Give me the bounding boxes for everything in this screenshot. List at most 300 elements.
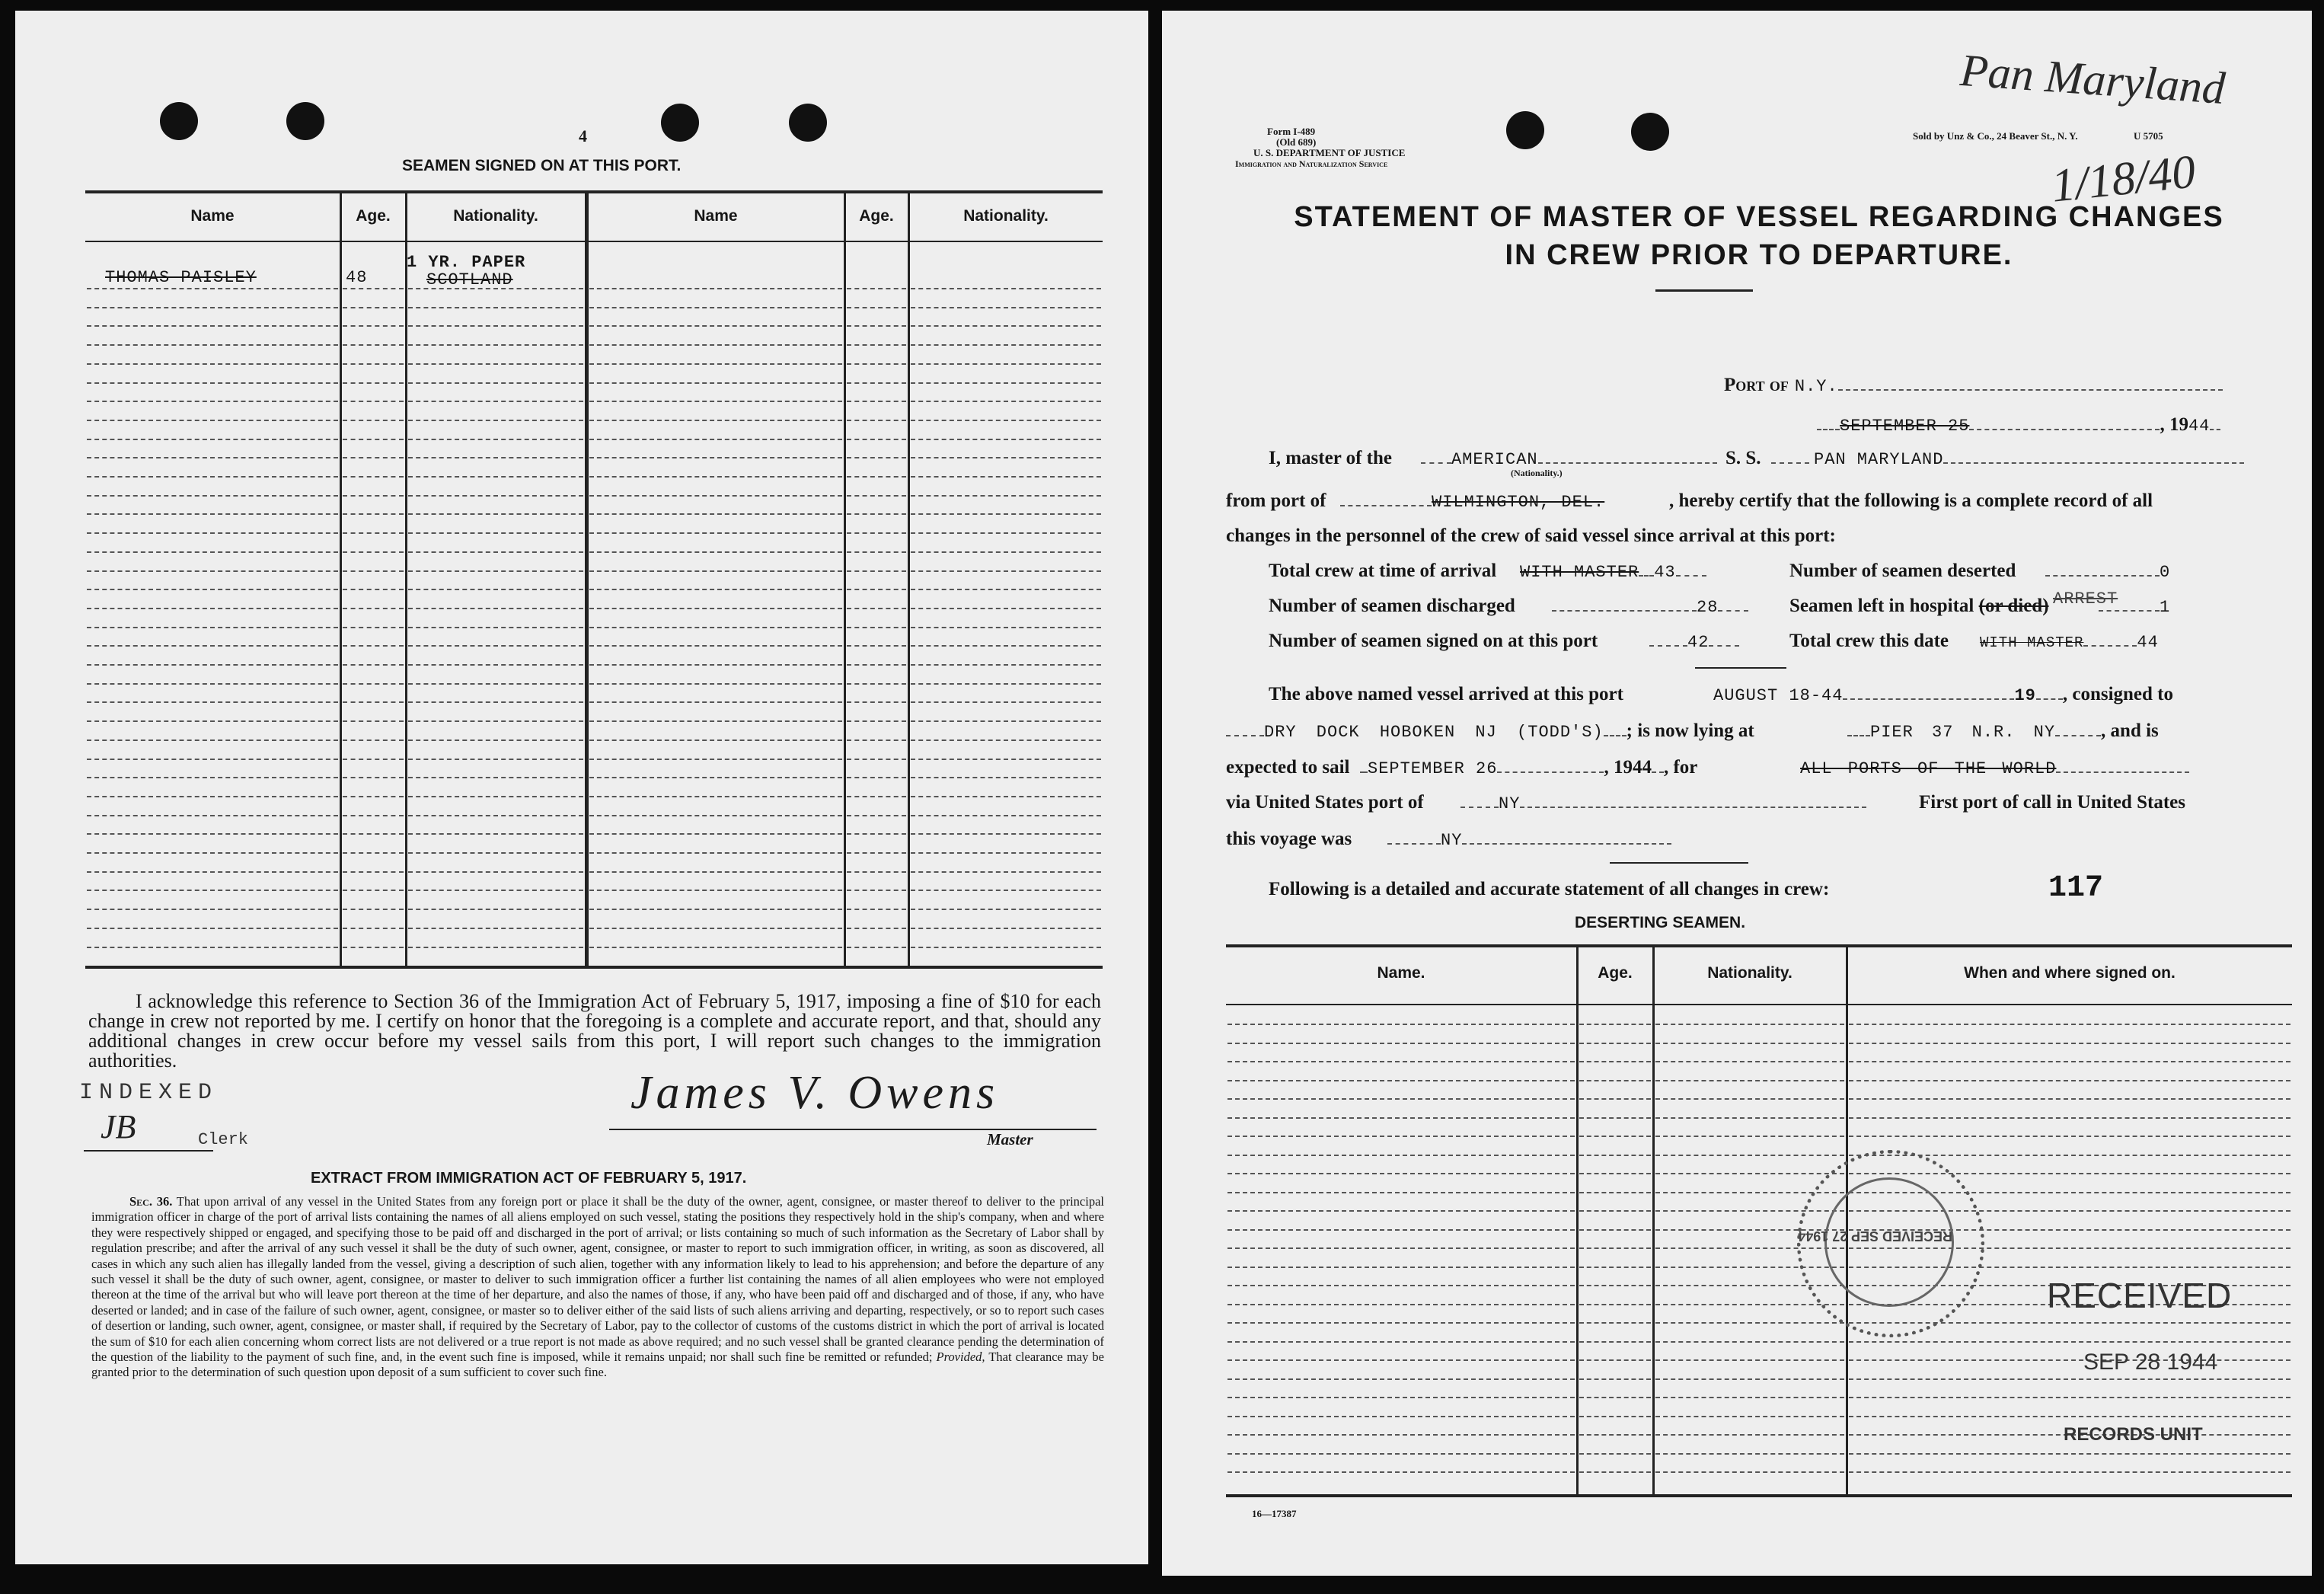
year-prefix: , 19 [2160, 414, 2188, 435]
row-rule [589, 307, 842, 308]
row-rule [1579, 1322, 1651, 1324]
voyage-value: NY [1441, 831, 1463, 850]
signed-on-field [1649, 631, 1739, 652]
punch-hole [1506, 111, 1544, 149]
row-rule [1655, 1341, 1844, 1343]
row-rule [589, 890, 842, 891]
seaman-age: 48 [346, 268, 368, 287]
row-rule [911, 720, 1101, 722]
total-crew-date-value: 44 [2137, 633, 2159, 652]
row-rule [589, 701, 842, 703]
deserting-header-nationality: Nationality. [1707, 964, 1792, 982]
destination-field [1800, 757, 2189, 778]
row-rule [1227, 1229, 1575, 1231]
row-rule [847, 439, 906, 440]
row-rule [87, 740, 338, 741]
row-rule [847, 871, 906, 873]
fill-line [2210, 428, 2220, 430]
row-rule [408, 589, 583, 590]
row-rule [343, 683, 404, 685]
row-rule [847, 608, 906, 609]
row-rule [589, 833, 842, 835]
row-rule [589, 589, 842, 590]
fill-line [1360, 771, 1368, 773]
row-rule [343, 890, 404, 891]
section-title: SEAMEN SIGNED ON AT THIS PORT. [402, 157, 682, 174]
row-rule [408, 439, 583, 440]
fill-line [1969, 428, 2160, 430]
deserting-table-top [1226, 944, 2292, 947]
row-rule [1849, 1471, 2290, 1473]
port-value: N.Y. [1794, 377, 1838, 396]
form-number: Form I-489 [1267, 126, 1316, 137]
row-rule [911, 890, 1101, 891]
row-rule [911, 439, 1101, 440]
row-rule [1227, 1434, 1575, 1436]
row-rule [911, 909, 1101, 910]
row-rule [589, 570, 842, 572]
row-rule [343, 363, 404, 365]
consignee-field [1226, 720, 1754, 742]
row-rule [1579, 1453, 1651, 1455]
row-rule [847, 344, 906, 346]
punch-hole [789, 104, 827, 142]
signed-on-value: 42 [1687, 633, 1709, 652]
row-rule [911, 551, 1101, 553]
row-rule [847, 833, 906, 835]
row-rule [408, 796, 583, 797]
row-rule [847, 363, 906, 365]
row-rule [847, 401, 906, 402]
fill-line [2083, 644, 2137, 647]
form-footer-code: 16—17387 [1252, 1508, 1297, 1519]
punch-hole [661, 104, 699, 142]
row-rule [1227, 1210, 1575, 1212]
row-rule [1579, 1229, 1651, 1231]
row-rule [1579, 1155, 1651, 1156]
right-page [1162, 11, 2312, 1576]
row-rule [1655, 1397, 1844, 1398]
discharged-field [1552, 596, 1748, 617]
changes-text: changes in the personnel of the crew of said vessel since arrival at this port: [1226, 525, 1836, 546]
row-rule [87, 532, 338, 534]
row-rule [343, 325, 404, 327]
fill-line [1552, 609, 1697, 612]
row-rule [1579, 1210, 1651, 1212]
row-rule [343, 645, 404, 647]
row-rule [847, 325, 906, 327]
row-rule [87, 627, 338, 628]
deserted-field [2045, 561, 2170, 582]
row-rule [1849, 1359, 2290, 1361]
arrived-label: The above named vessel arrived at this port [1269, 684, 1623, 704]
row-rule [343, 796, 404, 797]
row-rule [87, 439, 338, 440]
row-rule [408, 852, 583, 854]
row-rule [1227, 1136, 1575, 1137]
row-rule [1227, 1397, 1575, 1398]
row-rule [343, 608, 404, 609]
row-rule [343, 852, 404, 854]
column-header-nationality: Nationality. [453, 207, 538, 225]
row-rule [1579, 1267, 1651, 1268]
fill-line [1460, 806, 1499, 808]
fill-line [1771, 462, 1809, 464]
fill-line [1497, 771, 1604, 773]
year-value: 44 [2188, 417, 2211, 436]
extract-tail: That clearance may be granted prior to the determination of such question upon deposit of a sum sufficient to cover such fine. [91, 1350, 1104, 1380]
row-rule [1579, 1397, 1651, 1398]
row-rule [87, 513, 338, 515]
row-rule [1655, 1043, 1844, 1044]
row-rule [1655, 1453, 1844, 1455]
row-rule [911, 307, 1101, 308]
deserting-table-header-rule [1226, 1004, 2292, 1005]
column-divider [908, 192, 910, 966]
row-rule [1655, 1024, 1844, 1025]
row-rule [589, 852, 842, 854]
column-header-nationality: Nationality. [963, 207, 1049, 225]
row-rule [847, 532, 906, 534]
row-rule [87, 796, 338, 797]
fill-line [1520, 806, 1866, 808]
row-rule [343, 570, 404, 572]
row-rule [87, 589, 338, 590]
row-rule [87, 664, 338, 666]
row-rule [408, 608, 583, 609]
row-rule [847, 890, 906, 891]
row-rule [87, 420, 338, 421]
hospital-field [2099, 596, 2170, 617]
row-rule [408, 683, 583, 685]
row-rule [87, 815, 338, 816]
expected-year: , 1944 [1604, 757, 1652, 778]
row-rule [1579, 1416, 1651, 1417]
row-rule [408, 476, 583, 478]
row-rule [847, 476, 906, 478]
row-rule [589, 928, 842, 929]
fill-line [1538, 462, 1717, 464]
deserted-value: 0 [2160, 563, 2171, 582]
row-rule [1849, 1098, 2290, 1100]
row-rule [87, 608, 338, 609]
row-rule [1227, 1453, 1575, 1455]
section-rule [1610, 862, 1748, 864]
row-rule [1227, 1080, 1575, 1081]
hospital-label-text: Seamen left in hospital [1789, 596, 1974, 616]
lying-label: ; is now lying at [1626, 720, 1754, 741]
row-rule [1579, 1024, 1651, 1025]
fill-line [1604, 734, 1626, 736]
row-rule [847, 928, 906, 929]
row-rule [1227, 1471, 1575, 1473]
row-rule [911, 363, 1101, 365]
row-rule [1655, 1416, 1844, 1417]
destination-value: ALL PORTS OF THE WORLD [1800, 759, 2057, 778]
column-divider [844, 192, 846, 966]
row-rule [87, 928, 338, 929]
row-rule [911, 344, 1101, 346]
extract-provided: Provided, [936, 1350, 985, 1365]
row-rule [1227, 1341, 1575, 1343]
column-header-age: Age. [859, 207, 894, 225]
row-rule [408, 759, 583, 760]
row-rule [847, 307, 906, 308]
row-rule [589, 815, 842, 816]
row-rule [87, 382, 338, 384]
row-rule [589, 683, 842, 685]
fill-line [2045, 574, 2160, 577]
fill-line [2056, 771, 2189, 773]
row-rule [847, 495, 906, 497]
row-rule [1227, 1359, 1575, 1361]
row-rule [1227, 1155, 1575, 1156]
row-rule [408, 363, 583, 365]
row-rule [87, 720, 338, 722]
fill-line [1226, 734, 1264, 736]
arrived-field [1713, 684, 2173, 705]
master-signature: James V. Owens [630, 1067, 1000, 1119]
row-rule [343, 664, 404, 666]
arrived-value: AUGUST 18-44 [1713, 686, 1844, 705]
deserting-header-name: Name. [1377, 964, 1425, 982]
total-crew-arrival-field [1520, 561, 1706, 582]
acknowledgement-text: I acknowledge this reference to Section 36 of the Immigration Act of February 5, 1917, imposing a fine of $10 for each change in crew not reported by me. I certify on honor that the foregoing is a complete and accurate report, and that, should any additional changes in crew occur before my vessel sails from this port, I will report such changes to the immigration authorities. [88, 990, 1101, 1072]
master-label: Master [987, 1130, 1033, 1148]
row-rule [1849, 1043, 2290, 1044]
row-rule [408, 307, 583, 308]
nationality-value: AMERICAN [1451, 450, 1538, 469]
row-rule [408, 890, 583, 891]
fill-line [1340, 504, 1432, 506]
row-rule [1227, 1173, 1575, 1174]
row-rule [343, 759, 404, 760]
row-rule [589, 759, 842, 760]
fill-line [2055, 734, 2101, 736]
total-crew-arrival-label: Total crew at time of arrival [1269, 561, 1497, 581]
hospital-value: 1 [2160, 598, 2171, 617]
row-rule [1227, 1247, 1575, 1249]
row-rule [589, 513, 842, 515]
form-old-number: (Old 689) [1276, 136, 1317, 148]
row-rule [1579, 1080, 1651, 1081]
clerk-label: Clerk [198, 1130, 249, 1149]
received-stamp-date: SEP 28 1944 [2083, 1350, 2218, 1375]
row-rule [1579, 1341, 1651, 1343]
row-rule [87, 401, 338, 402]
row-rule [1579, 1247, 1651, 1249]
row-rule [408, 815, 583, 816]
seaman-nationality: SCOTLAND [426, 270, 513, 289]
table-header-rule [85, 241, 1103, 242]
punch-hole [286, 102, 324, 140]
sold-by: Sold by Unz & Co., 24 Beaver St., N. Y. [1913, 130, 2078, 142]
row-rule [1849, 1080, 2290, 1081]
row-rule [343, 815, 404, 816]
row-rule [589, 664, 842, 666]
via-label: via United States port of [1226, 792, 1424, 813]
punch-hole [1631, 113, 1669, 151]
row-rule [911, 664, 1101, 666]
row-rule [847, 513, 906, 515]
clerk-underline [84, 1150, 213, 1152]
row-rule [343, 947, 404, 948]
row-rule [408, 495, 583, 497]
row-rule [408, 645, 583, 647]
row-rule [589, 720, 842, 722]
nationality-caption: (Nationality.) [1511, 468, 1563, 478]
row-rule [1227, 1322, 1575, 1324]
fill-line [1421, 462, 1451, 464]
row-rule [847, 815, 906, 816]
row-rule [1579, 1043, 1651, 1044]
via-value: NY [1499, 794, 1521, 813]
row-rule [408, 664, 583, 666]
row-rule [1849, 1136, 2290, 1137]
row-rule [87, 457, 338, 458]
row-rule [589, 401, 842, 402]
row-rule [847, 947, 906, 948]
from-port-label: from port of [1226, 490, 1326, 511]
row-rule [1849, 1453, 2290, 1455]
column-header-name: Name [190, 207, 235, 225]
fill-line [1847, 734, 1870, 736]
row-rule [1655, 1136, 1844, 1137]
consigned-label: , consigned to [2062, 684, 2173, 704]
voyage-label: this voyage was [1226, 829, 1352, 849]
row-rule [589, 740, 842, 741]
fill-line [1817, 428, 1840, 430]
total-crew-date-label: Total crew this date [1789, 631, 1949, 651]
row-rule [1227, 1043, 1575, 1044]
row-rule [911, 382, 1101, 384]
row-rule [87, 890, 338, 891]
department: U. S. DEPARTMENT OF JUSTICE [1253, 147, 1406, 158]
row-rule [1849, 1397, 2290, 1398]
nationality-field [1421, 448, 1717, 469]
first-call-label: First port of call in United States [1919, 792, 2185, 813]
signed-on-label: Number of seamen signed on at this port [1269, 631, 1598, 651]
row-rule [87, 325, 338, 327]
total-crew-arrival-note: WITH MASTER [1520, 563, 1639, 582]
row-rule [87, 909, 338, 910]
row-rule [87, 871, 338, 873]
fill-line [1652, 771, 1664, 773]
row-rule [847, 683, 906, 685]
row-rule [589, 551, 842, 553]
form-title-line2: IN CREW PRIOR TO DEPARTURE. [1505, 239, 2013, 271]
row-rule [87, 701, 338, 703]
for-label: , for [1663, 757, 1698, 778]
row-rule [1849, 1341, 2290, 1343]
row-rule [343, 701, 404, 703]
row-rule [847, 796, 906, 797]
row-rule [911, 759, 1101, 760]
port-label: Port of [1724, 375, 1789, 395]
row-rule [911, 928, 1101, 929]
row-rule [911, 627, 1101, 628]
row-rule [408, 909, 583, 910]
row-rule [87, 307, 338, 308]
row-rule [1655, 1098, 1844, 1100]
extract-title: EXTRACT FROM IMMIGRATION ACT OF FEBRUARY 5, 1917. [311, 1170, 747, 1187]
row-rule [1849, 1061, 2290, 1062]
row-rule [408, 928, 583, 929]
date-field [1817, 414, 2220, 436]
row-rule [911, 645, 1101, 647]
row-rule [408, 344, 583, 346]
column-divider [585, 192, 589, 966]
row-rule [589, 457, 842, 458]
row-rule [589, 325, 842, 327]
row-rule [1227, 1416, 1575, 1417]
row-rule [847, 589, 906, 590]
row-rule [408, 532, 583, 534]
fill-line [1943, 462, 2244, 464]
hospital-label [1789, 596, 2049, 617]
row-rule [1579, 1304, 1651, 1305]
fill-line [2099, 609, 2160, 612]
vessel-field [1771, 448, 2244, 469]
voyage-field [1387, 829, 1671, 850]
column-divider [340, 192, 342, 966]
row-rule [589, 947, 842, 948]
row-rule [408, 627, 583, 628]
indexed-stamp: INDEXED [79, 1080, 219, 1106]
column-divider [405, 192, 407, 966]
discharged-label: Number of seamen discharged [1269, 596, 1515, 616]
row-rule [343, 382, 404, 384]
row-rule [408, 947, 583, 948]
row-rule [589, 439, 842, 440]
row-rule [911, 589, 1101, 590]
deserted-label: Number of seamen deserted [1789, 561, 2016, 581]
lying-value: PIER 37 N.R. NY [1870, 723, 2056, 742]
extract-text [91, 1194, 1104, 1381]
row-rule [847, 701, 906, 703]
row-rule [87, 759, 338, 760]
row-rule [847, 288, 906, 289]
sold-code: U 5705 [2134, 130, 2163, 142]
row-rule [589, 608, 842, 609]
row-rule [1227, 1117, 1575, 1119]
fill-line [1639, 574, 1654, 577]
row-rule [589, 777, 842, 778]
row-rule [847, 382, 906, 384]
row-rule [1655, 1471, 1844, 1473]
row-rule [589, 871, 842, 873]
row-rule [911, 683, 1101, 685]
fill-line [1649, 644, 1687, 647]
fill-line [1838, 388, 2223, 391]
row-rule [343, 401, 404, 402]
seaman-nationality-note: 1 YR. PAPER [407, 253, 526, 272]
fill-line [1709, 644, 1739, 647]
from-port-field [1340, 490, 1604, 512]
row-rule [343, 627, 404, 628]
row-rule [343, 476, 404, 478]
row-rule [1227, 1267, 1575, 1268]
deserting-table-bottom [1226, 1494, 2292, 1497]
row-rule [1655, 1173, 1844, 1174]
row-rule [847, 457, 906, 458]
fill-line [1462, 842, 1671, 845]
column-header-age: Age. [356, 207, 391, 225]
hospital-note: (or died) [1978, 596, 2049, 616]
row-rule [1579, 1359, 1651, 1361]
fill-line [1387, 842, 1441, 845]
row-rule [87, 777, 338, 778]
